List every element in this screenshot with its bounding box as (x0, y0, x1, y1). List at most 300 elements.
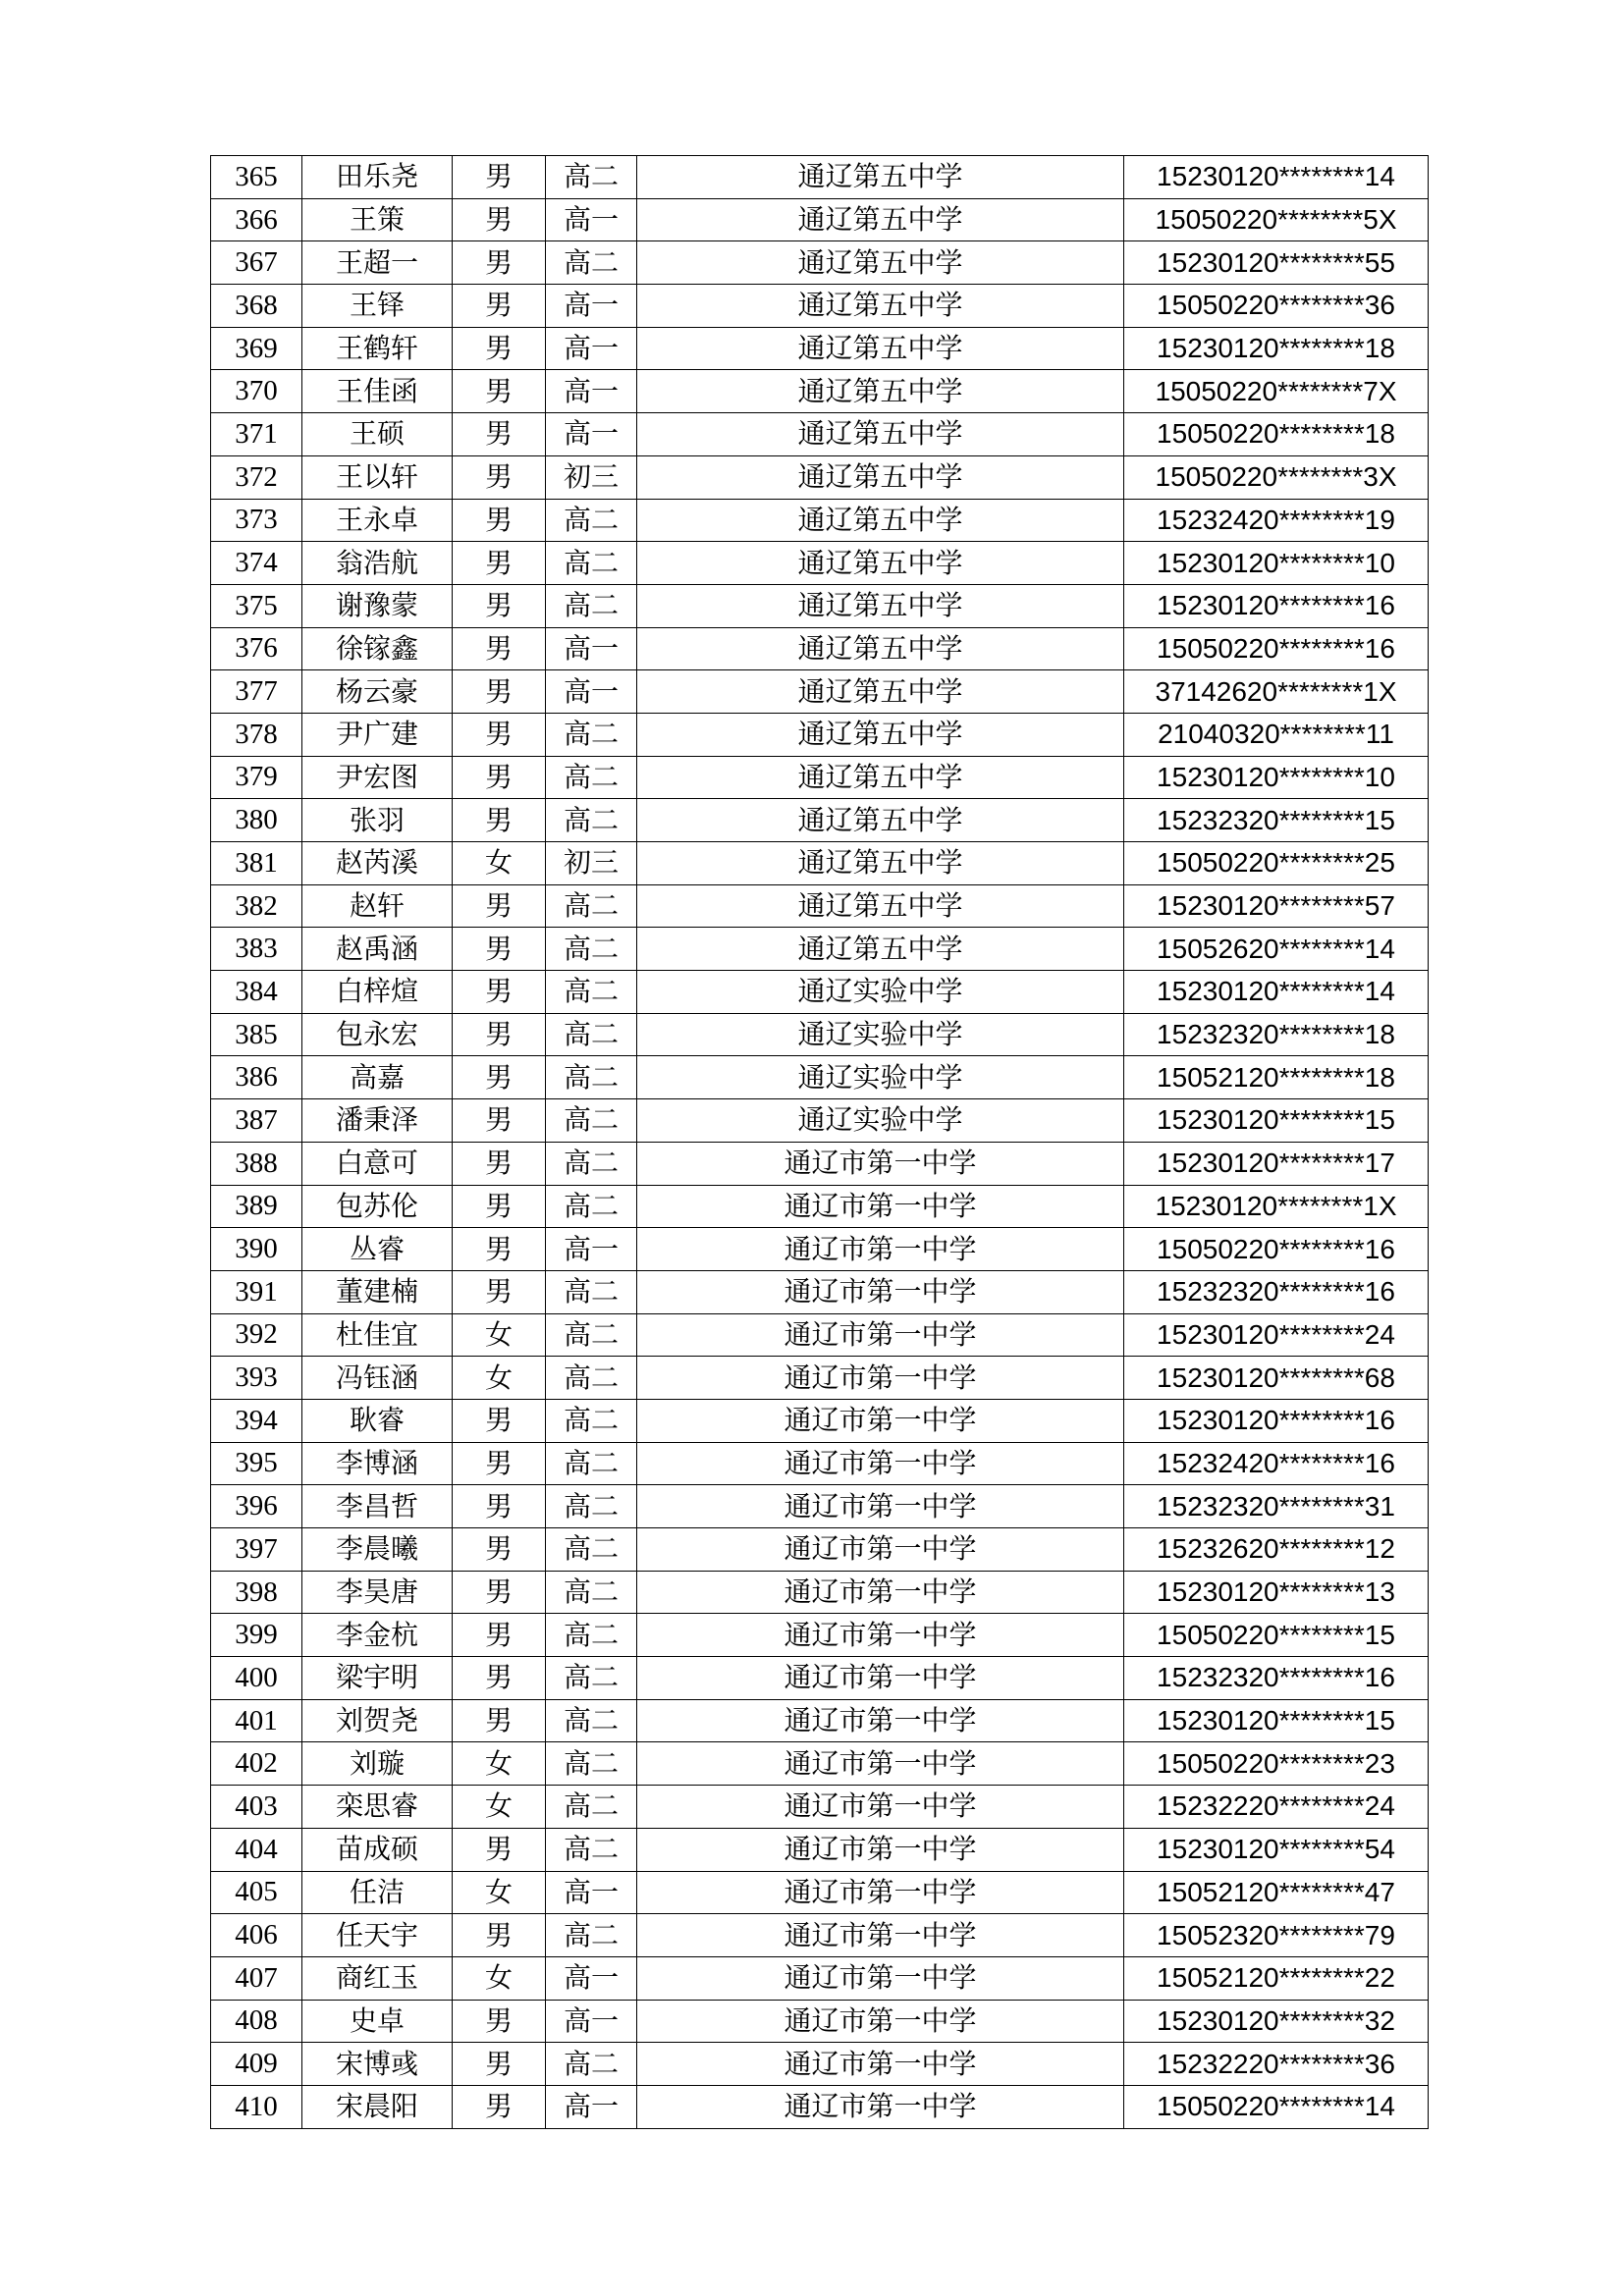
id-number-cell: 15230120********14 (1124, 971, 1429, 1014)
id-number-cell: 15232220********36 (1124, 2043, 1429, 2086)
id-number-cell: 15230120********15 (1124, 1099, 1429, 1143)
table-row (211, 2085, 1429, 2128)
school-cell: 通辽第五中学 (637, 670, 1124, 714)
row-number-cell: 392 (211, 1313, 302, 1357)
school-cell: 通辽市第一中学 (637, 1357, 1124, 1400)
row-number-cell: 403 (211, 1786, 302, 1829)
grade-cell: 高二 (546, 799, 637, 842)
row-number-cell: 381 (211, 842, 302, 885)
table-row (211, 156, 1429, 199)
gender-cell: 男 (453, 1657, 546, 1700)
roster-body (211, 156, 1429, 2129)
student-name-cell: 尹广建 (302, 713, 453, 756)
grade-cell: 高二 (546, 1442, 637, 1485)
student-name-cell: 王佳函 (302, 370, 453, 413)
gender-cell: 女 (453, 1742, 546, 1786)
student-name-cell: 王策 (302, 198, 453, 241)
row-number-cell: 404 (211, 1828, 302, 1871)
gender-cell: 男 (453, 2043, 546, 2086)
row-number-cell: 393 (211, 1357, 302, 1400)
id-number-cell: 15052120********22 (1124, 1956, 1429, 2000)
student-name-cell: 李金杭 (302, 1614, 453, 1657)
gender-cell: 男 (453, 627, 546, 670)
row-number-cell: 380 (211, 799, 302, 842)
table-row (211, 1914, 1429, 1957)
gender-cell: 男 (453, 2000, 546, 2043)
grade-cell: 高二 (546, 884, 637, 928)
id-number-cell: 15050220********15 (1124, 1614, 1429, 1657)
table-row (211, 1786, 1429, 1829)
row-number-cell: 366 (211, 198, 302, 241)
table-row (211, 198, 1429, 241)
id-number-cell: 15232320********15 (1124, 799, 1429, 842)
grade-cell: 高二 (546, 1357, 637, 1400)
row-number-cell: 386 (211, 1056, 302, 1099)
id-number-cell: 15230120********68 (1124, 1357, 1429, 1400)
grade-cell: 高二 (546, 1270, 637, 1313)
student-name-cell: 赵禹涵 (302, 928, 453, 971)
student-roster-table (210, 155, 1429, 2129)
id-number-cell: 15232620********12 (1124, 1528, 1429, 1572)
id-number-cell: 15230120********17 (1124, 1142, 1429, 1185)
id-number-cell: 15050220********3X (1124, 455, 1429, 499)
school-cell: 通辽实验中学 (637, 1099, 1124, 1143)
school-cell: 通辽市第一中学 (637, 1786, 1124, 1829)
gender-cell: 男 (453, 1099, 546, 1143)
grade-cell: 高二 (546, 1828, 637, 1871)
id-number-cell: 15050220********25 (1124, 842, 1429, 885)
id-number-cell: 15230120********13 (1124, 1571, 1429, 1614)
school-cell: 通辽第五中学 (637, 370, 1124, 413)
school-cell: 通辽第五中学 (637, 713, 1124, 756)
table-row (211, 413, 1429, 456)
gender-cell: 男 (453, 584, 546, 627)
student-name-cell: 苗成硕 (302, 1828, 453, 1871)
school-cell: 通辽第五中学 (637, 455, 1124, 499)
school-cell: 通辽市第一中学 (637, 1742, 1124, 1786)
gender-cell: 男 (453, 1228, 546, 1271)
id-number-cell: 15232320********16 (1124, 1270, 1429, 1313)
school-cell: 通辽第五中学 (637, 799, 1124, 842)
grade-cell: 高二 (546, 1185, 637, 1228)
id-number-cell: 15050220********18 (1124, 413, 1429, 456)
table-row (211, 1528, 1429, 1572)
table-row (211, 241, 1429, 285)
gender-cell: 男 (453, 499, 546, 542)
table-row (211, 542, 1429, 585)
gender-cell: 女 (453, 1357, 546, 1400)
gender-cell: 男 (453, 1485, 546, 1528)
school-cell: 通辽市第一中学 (637, 2085, 1124, 2128)
school-cell: 通辽实验中学 (637, 971, 1124, 1014)
row-number-cell: 390 (211, 1228, 302, 1271)
gender-cell: 女 (453, 842, 546, 885)
id-number-cell: 15052320********79 (1124, 1914, 1429, 1957)
id-number-cell: 15232220********24 (1124, 1786, 1429, 1829)
grade-cell: 高二 (546, 156, 637, 199)
gender-cell: 男 (453, 1185, 546, 1228)
row-number-cell: 368 (211, 285, 302, 328)
grade-cell: 高二 (546, 1528, 637, 1572)
gender-cell: 男 (453, 884, 546, 928)
school-cell: 通辽市第一中学 (637, 1442, 1124, 1485)
table-row (211, 327, 1429, 370)
id-number-cell: 15232320********16 (1124, 1657, 1429, 1700)
id-number-cell: 21040320********11 (1124, 713, 1429, 756)
table-row (211, 1699, 1429, 1742)
row-number-cell: 409 (211, 2043, 302, 2086)
student-name-cell: 王铎 (302, 285, 453, 328)
table-row (211, 1056, 1429, 1099)
gender-cell: 男 (453, 1528, 546, 1572)
id-number-cell: 15050220********16 (1124, 627, 1429, 670)
row-number-cell: 375 (211, 584, 302, 627)
row-number-cell: 370 (211, 370, 302, 413)
grade-cell: 高一 (546, 413, 637, 456)
row-number-cell: 369 (211, 327, 302, 370)
table-row (211, 1742, 1429, 1786)
grade-cell: 高一 (546, 285, 637, 328)
table-row (211, 1313, 1429, 1357)
gender-cell: 男 (453, 370, 546, 413)
student-name-cell: 任天宇 (302, 1914, 453, 1957)
row-number-cell: 376 (211, 627, 302, 670)
student-name-cell: 商红玉 (302, 1956, 453, 2000)
grade-cell: 高二 (546, 1313, 637, 1357)
grade-cell: 高二 (546, 971, 637, 1014)
row-number-cell: 371 (211, 413, 302, 456)
student-name-cell: 翁浩航 (302, 542, 453, 585)
row-number-cell: 373 (211, 499, 302, 542)
school-cell: 通辽第五中学 (637, 842, 1124, 885)
grade-cell: 高二 (546, 928, 637, 971)
row-number-cell: 383 (211, 928, 302, 971)
student-name-cell: 白梓煊 (302, 971, 453, 1014)
row-number-cell: 394 (211, 1399, 302, 1442)
school-cell: 通辽实验中学 (637, 1056, 1124, 1099)
table-row (211, 1099, 1429, 1143)
table-row (211, 756, 1429, 799)
grade-cell: 高一 (546, 1956, 637, 2000)
table-row (211, 799, 1429, 842)
school-cell: 通辽第五中学 (637, 285, 1124, 328)
id-number-cell: 15052620********14 (1124, 928, 1429, 971)
school-cell: 通辽市第一中学 (637, 1313, 1124, 1357)
student-name-cell: 李昌哲 (302, 1485, 453, 1528)
school-cell: 通辽市第一中学 (637, 1228, 1124, 1271)
school-cell: 通辽市第一中学 (637, 1528, 1124, 1572)
student-name-cell: 徐镓鑫 (302, 627, 453, 670)
gender-cell: 男 (453, 756, 546, 799)
id-number-cell: 15050220********7X (1124, 370, 1429, 413)
grade-cell: 高一 (546, 1871, 637, 1914)
table-row (211, 285, 1429, 328)
grade-cell: 高二 (546, 499, 637, 542)
student-name-cell: 栾思睿 (302, 1786, 453, 1829)
student-name-cell: 李晨曦 (302, 1528, 453, 1572)
gender-cell: 男 (453, 1828, 546, 1871)
id-number-cell: 15050220********36 (1124, 285, 1429, 328)
grade-cell: 高一 (546, 1228, 637, 1271)
table-row (211, 1142, 1429, 1185)
row-number-cell: 395 (211, 1442, 302, 1485)
row-number-cell: 410 (211, 2085, 302, 2128)
gender-cell: 男 (453, 1399, 546, 1442)
student-name-cell: 田乐尧 (302, 156, 453, 199)
gender-cell: 女 (453, 1786, 546, 1829)
grade-cell: 高二 (546, 1914, 637, 1957)
table-row (211, 2043, 1429, 2086)
table-row (211, 884, 1429, 928)
grade-cell: 初三 (546, 455, 637, 499)
table-row (211, 455, 1429, 499)
school-cell: 通辽市第一中学 (637, 2000, 1124, 2043)
id-number-cell: 15230120********18 (1124, 327, 1429, 370)
table-row (211, 1614, 1429, 1657)
school-cell: 通辽市第一中学 (637, 1399, 1124, 1442)
gender-cell: 女 (453, 1313, 546, 1357)
gender-cell: 男 (453, 713, 546, 756)
grade-cell: 高二 (546, 1013, 637, 1056)
student-name-cell: 宋博彧 (302, 2043, 453, 2086)
student-name-cell: 赵芮溪 (302, 842, 453, 885)
school-cell: 通辽第五中学 (637, 156, 1124, 199)
id-number-cell: 15230120********15 (1124, 1699, 1429, 1742)
gender-cell: 男 (453, 198, 546, 241)
student-name-cell: 王超一 (302, 241, 453, 285)
gender-cell: 男 (453, 1270, 546, 1313)
student-name-cell: 丛睿 (302, 1228, 453, 1271)
table-row (211, 1270, 1429, 1313)
id-number-cell: 15232420********19 (1124, 499, 1429, 542)
gender-cell: 男 (453, 455, 546, 499)
gender-cell: 女 (453, 1871, 546, 1914)
gender-cell: 男 (453, 1614, 546, 1657)
student-name-cell: 包永宏 (302, 1013, 453, 1056)
gender-cell: 男 (453, 413, 546, 456)
row-number-cell: 379 (211, 756, 302, 799)
school-cell: 通辽市第一中学 (637, 1571, 1124, 1614)
school-cell: 通辽市第一中学 (637, 1614, 1124, 1657)
student-name-cell: 杜佳宜 (302, 1313, 453, 1357)
gender-cell: 男 (453, 542, 546, 585)
grade-cell: 高二 (546, 542, 637, 585)
row-number-cell: 377 (211, 670, 302, 714)
grade-cell: 高二 (546, 1742, 637, 1786)
gender-cell: 男 (453, 1699, 546, 1742)
gender-cell: 男 (453, 1013, 546, 1056)
grade-cell: 高二 (546, 584, 637, 627)
table-row (211, 370, 1429, 413)
table-row (211, 1657, 1429, 1700)
student-name-cell: 耿睿 (302, 1399, 453, 1442)
id-number-cell: 15230120********57 (1124, 884, 1429, 928)
student-name-cell: 李昊唐 (302, 1571, 453, 1614)
row-number-cell: 374 (211, 542, 302, 585)
grade-cell: 高一 (546, 327, 637, 370)
grade-cell: 高一 (546, 370, 637, 413)
row-number-cell: 402 (211, 1742, 302, 1786)
row-number-cell: 399 (211, 1614, 302, 1657)
row-number-cell: 397 (211, 1528, 302, 1572)
gender-cell: 男 (453, 799, 546, 842)
grade-cell: 高二 (546, 241, 637, 285)
gender-cell: 男 (453, 1056, 546, 1099)
gender-cell: 女 (453, 1956, 546, 2000)
school-cell: 通辽市第一中学 (637, 1699, 1124, 1742)
gender-cell: 男 (453, 327, 546, 370)
id-number-cell: 15052120********18 (1124, 1056, 1429, 1099)
grade-cell: 高二 (546, 1485, 637, 1528)
table-row (211, 499, 1429, 542)
student-name-cell: 王永卓 (302, 499, 453, 542)
school-cell: 通辽市第一中学 (637, 1185, 1124, 1228)
grade-cell: 初三 (546, 842, 637, 885)
grade-cell: 高二 (546, 1399, 637, 1442)
table-row (211, 1357, 1429, 1400)
grade-cell: 高一 (546, 670, 637, 714)
school-cell: 通辽第五中学 (637, 499, 1124, 542)
table-row (211, 670, 1429, 714)
student-name-cell: 尹宏图 (302, 756, 453, 799)
school-cell: 通辽市第一中学 (637, 1485, 1124, 1528)
id-number-cell: 15230120********1X (1124, 1185, 1429, 1228)
gender-cell: 男 (453, 1142, 546, 1185)
student-name-cell: 冯钰涵 (302, 1357, 453, 1400)
table-row (211, 842, 1429, 885)
id-number-cell: 15230120********14 (1124, 156, 1429, 199)
gender-cell: 男 (453, 1571, 546, 1614)
table-row (211, 1956, 1429, 2000)
grade-cell: 高二 (546, 1786, 637, 1829)
table-row (211, 713, 1429, 756)
id-number-cell: 15230120********55 (1124, 241, 1429, 285)
school-cell: 通辽市第一中学 (637, 1871, 1124, 1914)
school-cell: 通辽第五中学 (637, 584, 1124, 627)
id-number-cell: 15052120********47 (1124, 1871, 1429, 1914)
grade-cell: 高二 (546, 1614, 637, 1657)
student-name-cell: 王以轩 (302, 455, 453, 499)
id-number-cell: 15230120********32 (1124, 2000, 1429, 2043)
student-name-cell: 董建楠 (302, 1270, 453, 1313)
grade-cell: 高二 (546, 1657, 637, 1700)
row-number-cell: 408 (211, 2000, 302, 2043)
student-name-cell: 刘贺尧 (302, 1699, 453, 1742)
row-number-cell: 407 (211, 1956, 302, 2000)
school-cell: 通辽第五中学 (637, 198, 1124, 241)
table-row (211, 1013, 1429, 1056)
grade-cell: 高一 (546, 2000, 637, 2043)
row-number-cell: 389 (211, 1185, 302, 1228)
id-number-cell: 15232320********31 (1124, 1485, 1429, 1528)
student-name-cell: 王鹤轩 (302, 327, 453, 370)
row-number-cell: 391 (211, 1270, 302, 1313)
grade-cell: 高二 (546, 1142, 637, 1185)
student-name-cell: 谢豫蒙 (302, 584, 453, 627)
table-row (211, 584, 1429, 627)
row-number-cell: 385 (211, 1013, 302, 1056)
grade-cell: 高二 (546, 1099, 637, 1143)
school-cell: 通辽实验中学 (637, 1013, 1124, 1056)
gender-cell: 男 (453, 1914, 546, 1957)
school-cell: 通辽第五中学 (637, 327, 1124, 370)
table-row (211, 1228, 1429, 1271)
gender-cell: 男 (453, 285, 546, 328)
school-cell: 通辽市第一中学 (637, 1956, 1124, 2000)
gender-cell: 男 (453, 1442, 546, 1485)
id-number-cell: 15230120********10 (1124, 756, 1429, 799)
id-number-cell: 15050220********5X (1124, 198, 1429, 241)
row-number-cell: 405 (211, 1871, 302, 1914)
id-number-cell: 15230120********16 (1124, 584, 1429, 627)
id-number-cell: 15230120********54 (1124, 1828, 1429, 1871)
school-cell: 通辽第五中学 (637, 627, 1124, 670)
id-number-cell: 15230120********16 (1124, 1399, 1429, 1442)
school-cell: 通辽第五中学 (637, 884, 1124, 928)
school-cell: 通辽第五中学 (637, 241, 1124, 285)
row-number-cell: 396 (211, 1485, 302, 1528)
school-cell: 通辽市第一中学 (637, 1142, 1124, 1185)
grade-cell: 高二 (546, 756, 637, 799)
table-row (211, 1871, 1429, 1914)
id-number-cell: 15232320********18 (1124, 1013, 1429, 1056)
table-row (211, 1828, 1429, 1871)
grade-cell: 高二 (546, 1699, 637, 1742)
row-number-cell: 367 (211, 241, 302, 285)
table-row (211, 2000, 1429, 2043)
student-name-cell: 宋晨阳 (302, 2085, 453, 2128)
row-number-cell: 388 (211, 1142, 302, 1185)
gender-cell: 男 (453, 670, 546, 714)
grade-cell: 高一 (546, 198, 637, 241)
grade-cell: 高二 (546, 713, 637, 756)
student-name-cell: 刘璇 (302, 1742, 453, 1786)
school-cell: 通辽第五中学 (637, 413, 1124, 456)
id-number-cell: 37142620********1X (1124, 670, 1429, 714)
table-row (211, 1485, 1429, 1528)
gender-cell: 男 (453, 156, 546, 199)
id-number-cell: 15050220********14 (1124, 2085, 1429, 2128)
school-cell: 通辽第五中学 (637, 928, 1124, 971)
student-name-cell: 梁宇明 (302, 1657, 453, 1700)
grade-cell: 高一 (546, 627, 637, 670)
school-cell: 通辽市第一中学 (637, 1914, 1124, 1957)
row-number-cell: 406 (211, 1914, 302, 1957)
row-number-cell: 401 (211, 1699, 302, 1742)
grade-cell: 高一 (546, 2085, 637, 2128)
id-number-cell: 15050220********16 (1124, 1228, 1429, 1271)
grade-cell: 高二 (546, 1571, 637, 1614)
school-cell: 通辽市第一中学 (637, 2043, 1124, 2086)
row-number-cell: 365 (211, 156, 302, 199)
gender-cell: 男 (453, 241, 546, 285)
table-row (211, 1571, 1429, 1614)
row-number-cell: 384 (211, 971, 302, 1014)
id-number-cell: 15050220********23 (1124, 1742, 1429, 1786)
id-number-cell: 15232420********16 (1124, 1442, 1429, 1485)
table-row (211, 1442, 1429, 1485)
table-row (211, 1399, 1429, 1442)
student-name-cell: 高嘉 (302, 1056, 453, 1099)
school-cell: 通辽第五中学 (637, 542, 1124, 585)
student-name-cell: 任洁 (302, 1871, 453, 1914)
grade-cell: 高二 (546, 1056, 637, 1099)
school-cell: 通辽市第一中学 (637, 1270, 1124, 1313)
table-row (211, 627, 1429, 670)
grade-cell: 高二 (546, 2043, 637, 2086)
school-cell: 通辽市第一中学 (637, 1657, 1124, 1700)
row-number-cell: 387 (211, 1099, 302, 1143)
